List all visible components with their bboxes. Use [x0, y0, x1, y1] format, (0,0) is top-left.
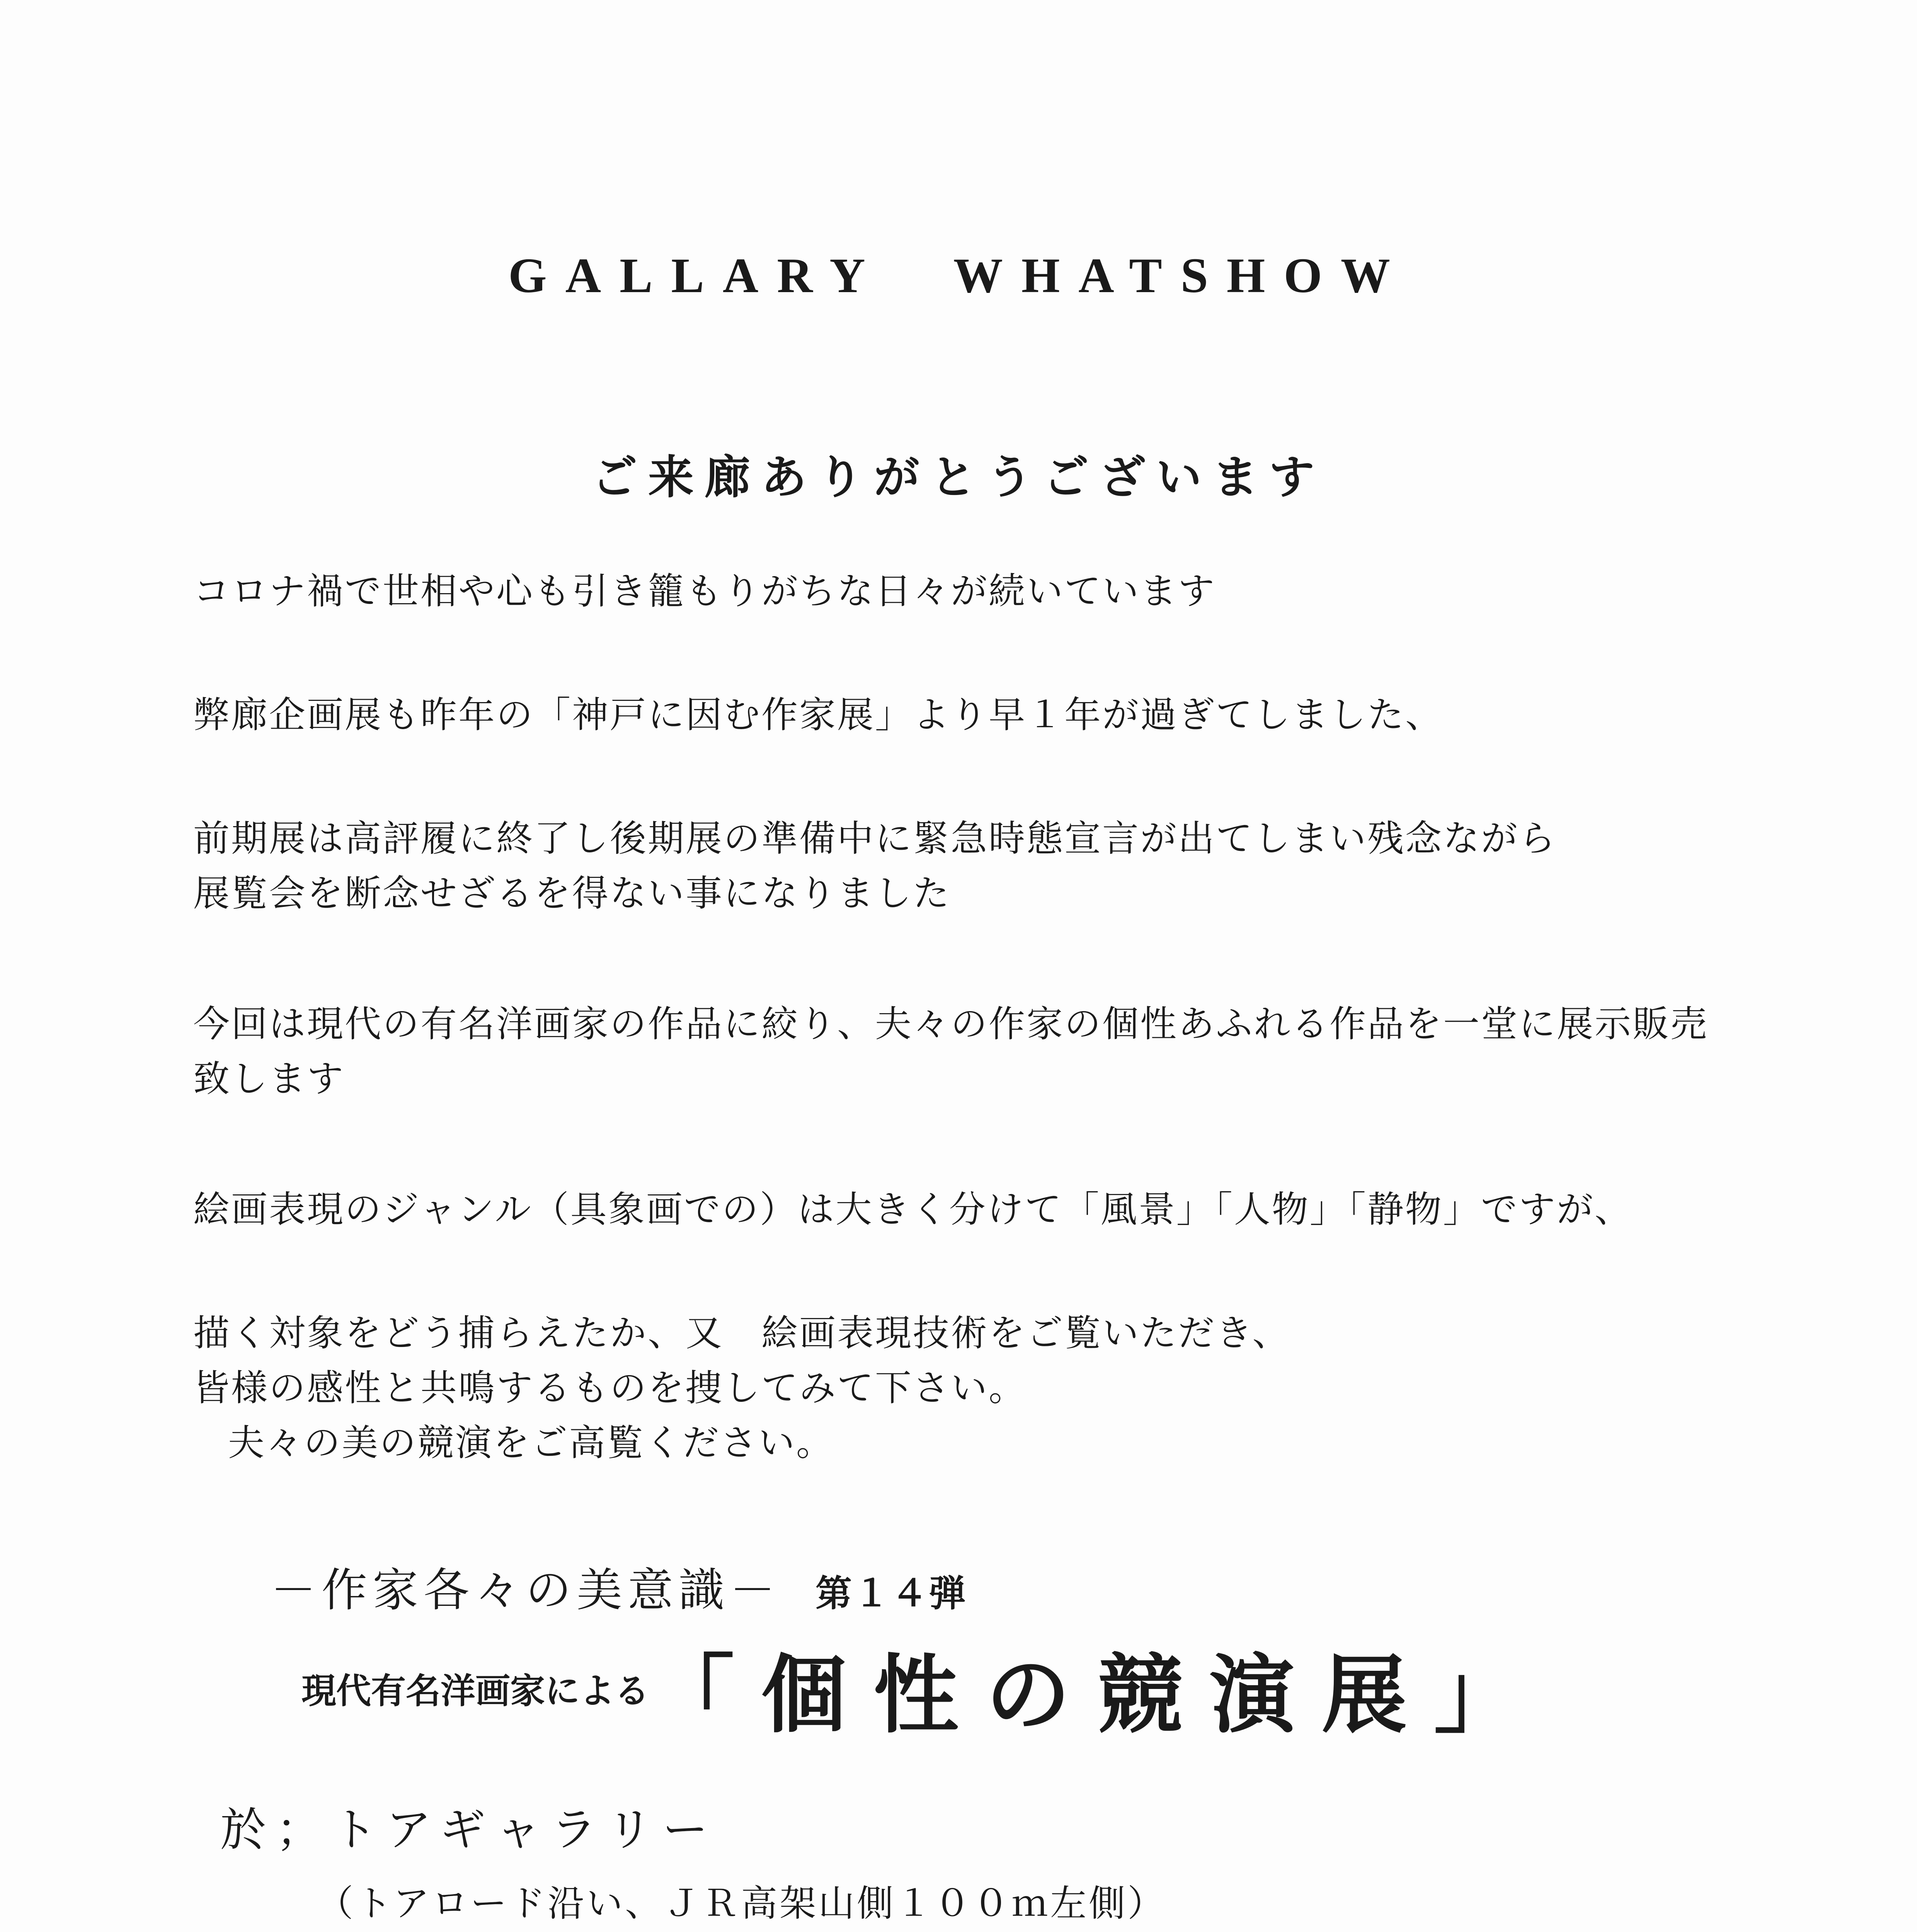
- paragraph-line: 前期展は高評履に終了し後期展の準備中に緊急時態宣言が出てしまい残念ながら: [193, 818, 1557, 860]
- gallery-name-word2: WHATSHOW: [953, 248, 1409, 303]
- paragraph-line: 致します: [193, 1058, 345, 1100]
- paragraph-line: 描く対象をどう捕らえたか、又 絵画表現技術をご覧いただき、: [193, 1312, 1290, 1354]
- exhibition-title: 「個性の競演展」: [649, 1645, 1546, 1745]
- paragraph-line: 今回は現代の有名洋画家の作品に絞り、夫々の作家の個性あふれる作品を一堂に展示販売: [193, 1003, 1709, 1045]
- exhibition-subtitle-row: [271, 1553, 967, 1619]
- paragraph-line: 皆様の感性と共鳴するものを捜してみて下さい。: [193, 1367, 1027, 1409]
- venue: 於；トアギャラリー: [220, 1803, 718, 1856]
- paragraph-this-exhibition: [193, 997, 1778, 1107]
- paragraph-genres: 絵画表現のジャンル（具象画での）は大きく分けて「風景」「人物」「静物」ですが、: [193, 1189, 1633, 1231]
- paragraph-cancellation: [193, 811, 1778, 921]
- exhibition-subtitle: －作家各々の美意識－: [271, 1563, 781, 1617]
- paragraph-previous-exhibition: 弊廊企画展も昨年の「神戸に因む作家展」より早１年が過ぎてしました、: [193, 694, 1444, 736]
- gallery-name-word1: GALLARY: [508, 248, 884, 303]
- exhibition-title-row: [301, 1627, 1546, 1749]
- venue-directions: （トアロード沿い、ＪＲ高架山側１００ｍ左側）: [317, 1883, 1166, 1925]
- paragraph-line: 夫々の美の競演をご高覧ください。: [228, 1422, 834, 1464]
- paragraph-invitation: [193, 1306, 1778, 1471]
- paragraph-covid: コロナ禍で世相や心も引き籠もりがちな日々が続いています: [193, 570, 1216, 612]
- exhibition-series-number: 第１４弾: [815, 1572, 967, 1615]
- welcome-heading: ご来廊ありがとうございます: [591, 450, 1325, 504]
- exhibition-title-prefix: 現代有名洋画家による: [301, 1671, 649, 1711]
- paragraph-line: 展覧会を断念せざるを得ない事になりました: [193, 872, 951, 915]
- gallery-header: [0, 247, 1917, 304]
